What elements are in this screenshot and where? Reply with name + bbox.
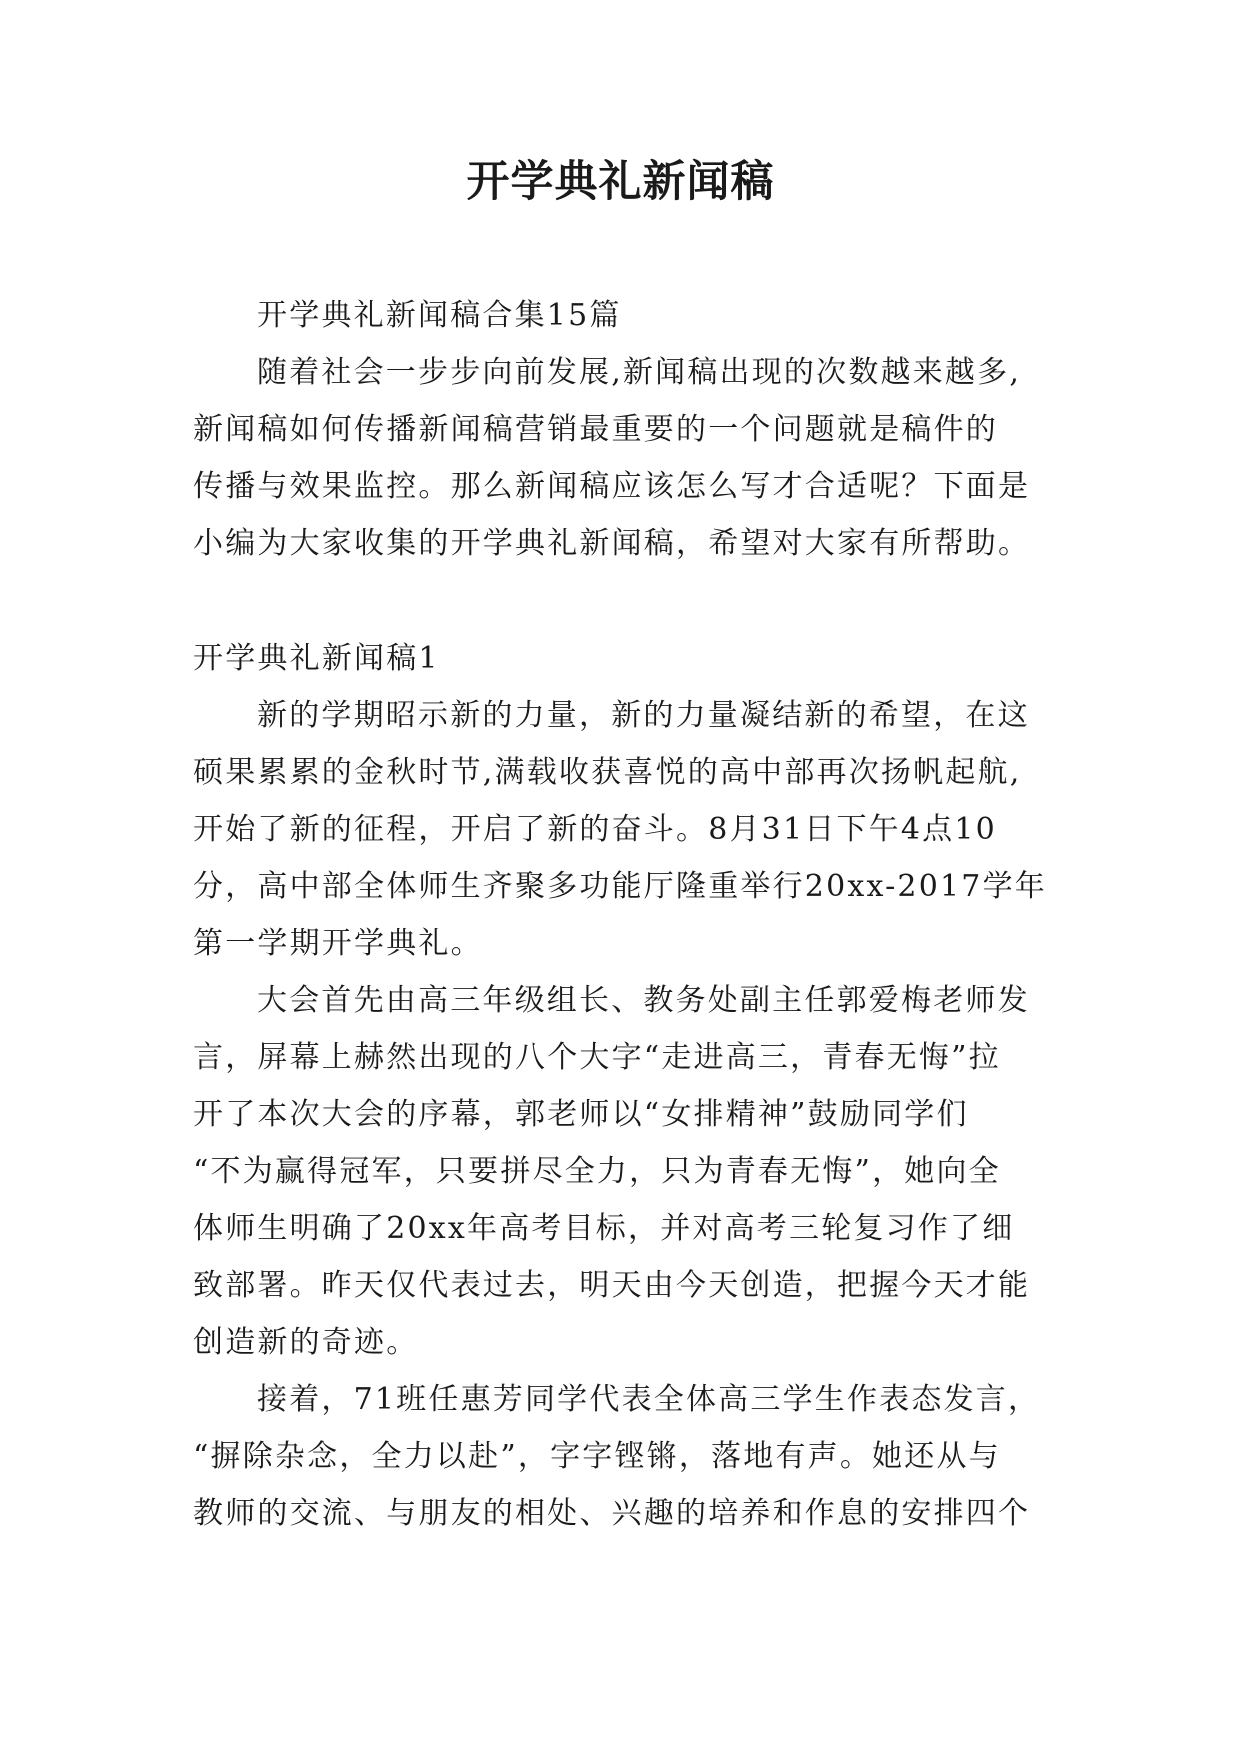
paragraph-gap [193,572,1053,630]
intro-line: 小编为大家收集的开学典礼新闻稿，希望对大家有所帮助。 [193,526,1031,561]
intro-line: 随着社会一步步向前发展,新闻稿出现的次数越来越多, [257,355,1022,390]
paragraph-line: 致部署。昨天仅代表过去，明天由今天创造，把握今天才能 [193,1268,1031,1303]
subtitle-line: 开学典礼新闻稿合集15篇 [257,298,622,333]
paragraph-line: 言，屏幕上赫然出现的八个大字“走进高三，青春无悔”拉 [193,1040,1001,1075]
paragraph-line: 接着，71班任惠芳同学代表全体高三学生作表态发言， [257,1382,1041,1417]
paragraph-line: 大会首先由高三年级组长、教务处副主任郭爱梅老师发 [257,983,1030,1018]
paragraph-line: 开始了新的征程，开启了新的奋斗。8月31日下午4点10 [193,812,997,847]
paragraph-line: 第一学期开学典礼。 [193,926,483,961]
intro-line: 新闻稿如何传播新闻稿营销最重要的一个问题就是稿件的 [193,412,998,447]
document-body [193,287,1053,1542]
paragraph-line: 体师生明确了20xx年高考目标，并对高考三轮复习作了细 [193,1211,1015,1246]
section-heading: 开学典礼新闻稿1 [193,641,440,676]
document-title: 开学典礼新闻稿 [466,157,775,207]
paragraph-line: 分，高中部全体师生齐聚多功能厅隆重举行20xx-2017学年 [193,869,1047,904]
paragraph-line: 创造新的奇迹。 [193,1325,419,1360]
paragraph-line: 教师的交流、与朋友的相处、兴趣的培养和作息的安排四个 [193,1496,1031,1531]
paragraph-line: “不为赢得冠军，只要拼尽全力，只为青春无悔”，她向全 [193,1154,1001,1189]
paragraph-line: 开了本次大会的序幕，郭老师以“女排精神”鼓励同学们 [193,1097,969,1132]
paragraph-line: “摒除杂念，全力以赴”，字字铿锵，落地有声。她还从与 [193,1439,1001,1474]
intro-line: 传播与效果监控。那么新闻稿应该怎么写才合适呢？下面是 [193,469,1031,504]
paragraph-line: 硕果累累的金秋时节,满载收获喜悦的高中部再次扬帆起航, [193,755,1022,790]
paragraph-line: 新的学期昭示新的力量，新的力量凝结新的希望，在这 [257,698,1030,733]
